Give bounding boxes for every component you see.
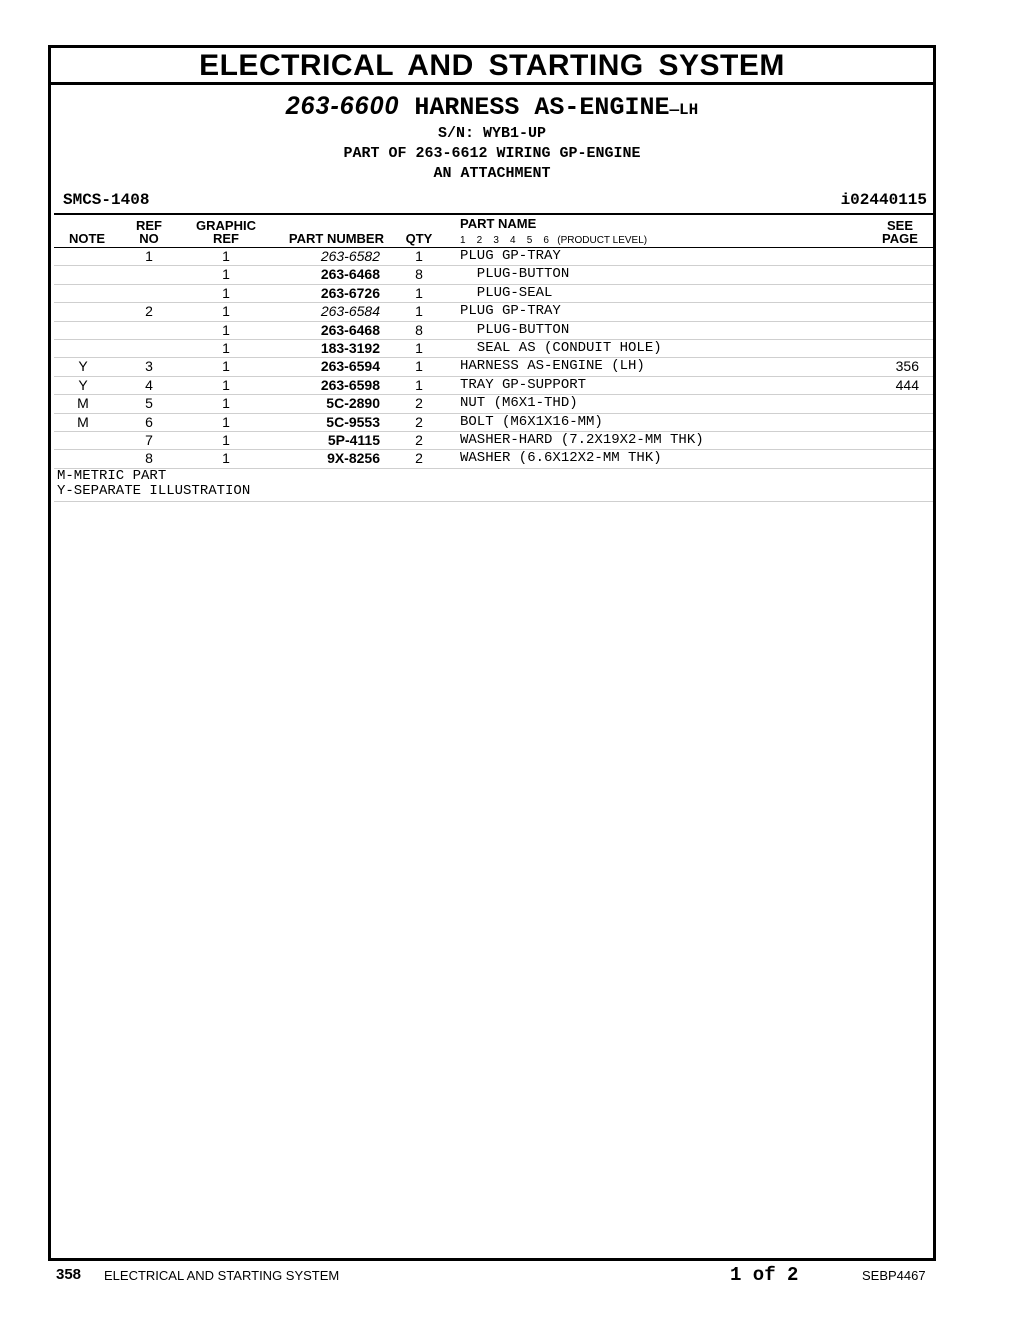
row-graphic-ref: 1 [222, 413, 230, 430]
smcs-code: SMCS-1408 [63, 191, 150, 209]
row-qty: 2 [415, 450, 423, 467]
table-row [54, 322, 933, 340]
table-row [54, 248, 933, 266]
row-part-number: 183-3192 [320, 339, 380, 356]
row-graphic-ref: 1 [222, 358, 230, 375]
part-title-number: 263-6600 [285, 92, 400, 120]
part-header [51, 85, 933, 212]
col-ref-no-line1: REF [136, 218, 162, 233]
row-ref-no: 3 [145, 358, 153, 375]
table-row [54, 340, 933, 358]
illustration-id: i02440115 [840, 191, 927, 209]
row-part-name: PLUG GP-TRAY [460, 303, 561, 320]
notes-legend [54, 469, 933, 502]
row-graphic-ref: 1 [222, 431, 230, 448]
row-note: M [77, 413, 89, 430]
row-part-number: 263-6468 [320, 266, 380, 283]
row-see-page: 356 [895, 358, 919, 375]
row-graphic-ref: 1 [222, 266, 230, 283]
attachment-label: AN ATTACHMENT [433, 165, 551, 182]
row-note: Y [78, 376, 88, 393]
col-graphic-ref-line1: GRAPHIC [196, 218, 256, 233]
document-number: SEBP4467 [862, 1268, 926, 1283]
row-graphic-ref: 1 [222, 321, 230, 338]
row-ref-no: 6 [145, 413, 153, 430]
footer-section: ELECTRICAL AND STARTING SYSTEM [104, 1268, 340, 1283]
table-row [54, 432, 933, 450]
row-part-name: PLUG-BUTTON [460, 321, 570, 338]
row-qty: 1 [415, 376, 423, 393]
row-qty: 8 [415, 321, 423, 338]
col-product-level: 1 2 3 4 5 6 (PRODUCT LEVEL) [460, 235, 648, 246]
row-note: M [77, 395, 89, 412]
row-qty: 1 [415, 284, 423, 301]
col-see-page-line1: SEE [886, 218, 913, 233]
col-part-number: PART NUMBER [288, 231, 384, 246]
row-part-number: 263-6594 [320, 358, 380, 375]
row-part-name: PLUG-BUTTON [460, 266, 570, 283]
row-graphic-ref: 1 [222, 284, 230, 301]
table-row [54, 377, 933, 395]
row-part-name: PLUG-SEAL [460, 284, 553, 301]
row-part-name: NUT (M6X1-THD) [460, 395, 578, 412]
note-item: M-METRIC PART [57, 467, 167, 484]
row-part-number: 5P-4115 [327, 431, 380, 448]
row-qty: 2 [415, 395, 423, 412]
col-see-page-line2: PAGE [882, 231, 918, 246]
row-part-number: 263-6468 [320, 321, 380, 338]
row-part-number: 263-6584 [320, 303, 380, 320]
row-graphic-ref: 1 [222, 450, 230, 467]
table-row [54, 414, 933, 432]
row-see-page: 444 [895, 376, 919, 393]
table-body [54, 248, 933, 502]
row-ref-no: 5 [145, 395, 153, 412]
row-qty: 8 [415, 266, 423, 283]
row-qty: 2 [415, 413, 423, 430]
page-frame [48, 45, 936, 1261]
table-header [54, 215, 933, 248]
row-qty: 2 [415, 431, 423, 448]
col-note: NOTE [68, 231, 106, 246]
row-part-number: 5C-9553 [326, 413, 380, 430]
row-ref-no: 8 [145, 450, 153, 467]
part-title-suffix: —LH [669, 101, 699, 119]
row-qty: 1 [415, 339, 423, 356]
row-part-number: 9X-8256 [327, 450, 380, 467]
row-part-name: WASHER-HARD (7.2X19X2-MM THK) [460, 431, 704, 448]
row-part-name: PLUG GP-TRAY [460, 248, 561, 264]
table-row [54, 266, 933, 284]
page-of: 1 of 2 [730, 1264, 799, 1286]
row-qty: 1 [415, 248, 423, 264]
col-graphic-ref-line2: REF [213, 231, 239, 246]
page-footer [0, 1262, 1020, 1292]
table-row [54, 303, 933, 321]
part-of: PART OF 263-6612 WIRING GP-ENGINE [343, 145, 641, 162]
row-part-number: 263-6726 [320, 284, 380, 301]
col-qty: QTY [405, 231, 433, 246]
row-part-name: BOLT (M6X1X16-MM) [460, 413, 603, 430]
page-number: 358 [56, 1266, 82, 1283]
part-title [51, 91, 933, 125]
table-row [54, 395, 933, 413]
table-row [54, 285, 933, 303]
row-ref-no: 2 [145, 303, 153, 320]
row-graphic-ref: 1 [222, 339, 230, 356]
section-title: ELECTRICAL AND STARTING SYSTEM [51, 48, 933, 85]
row-qty: 1 [415, 358, 423, 375]
row-part-name: HARNESS AS-ENGINE (LH) [460, 358, 645, 375]
row-part-number: 5C-2890 [326, 395, 380, 412]
row-graphic-ref: 1 [222, 376, 230, 393]
col-ref-no-line2: NO [139, 231, 159, 246]
table-row [54, 450, 933, 468]
row-part-number: 263-6582 [320, 248, 380, 264]
row-qty: 1 [415, 303, 423, 320]
row-ref-no: 7 [145, 431, 153, 448]
row-ref-no: 4 [145, 376, 153, 393]
note-item: Y-SEPARATE ILLUSTRATION [57, 482, 251, 499]
row-part-number: 263-6598 [320, 376, 380, 393]
parts-table [54, 213, 933, 499]
row-graphic-ref: 1 [222, 248, 230, 264]
col-part-name: PART NAME [460, 216, 537, 231]
row-graphic-ref: 1 [222, 303, 230, 320]
row-ref-no: 1 [145, 248, 153, 264]
row-part-name: WASHER (6.6X12X2-MM THK) [460, 450, 662, 467]
table-row [54, 358, 933, 376]
row-part-name: TRAY GP-SUPPORT [460, 376, 587, 393]
row-part-name: SEAL AS (CONDUIT HOLE) [460, 339, 662, 356]
part-title-name: HARNESS AS-ENGINE [414, 93, 670, 122]
serial-number: S/N: WYB1-UP [437, 125, 547, 142]
row-note: Y [78, 358, 88, 375]
row-graphic-ref: 1 [222, 395, 230, 412]
